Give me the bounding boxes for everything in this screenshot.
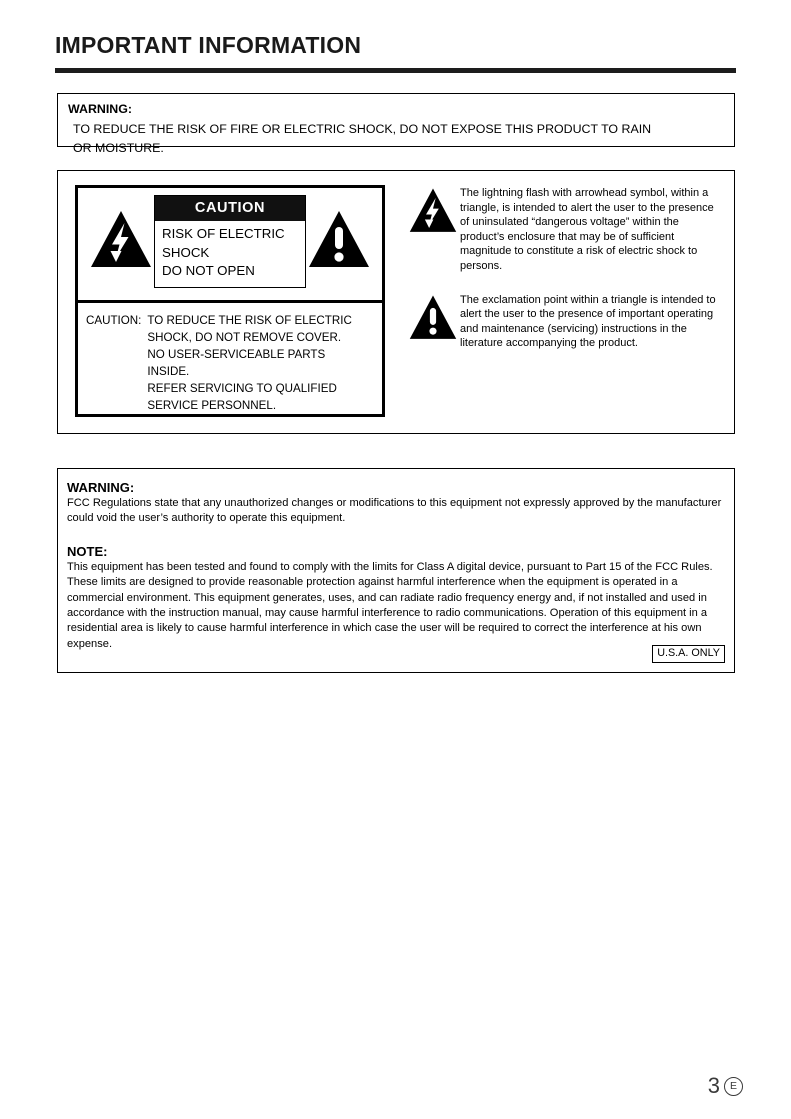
- caution-footer-line-6: SERVICE PERSONNEL.: [147, 399, 277, 412]
- fcc-compliance-box: [57, 468, 735, 673]
- title-rule: [55, 68, 736, 73]
- page-number: 3: [707, 1073, 720, 1098]
- caution-footer-line-2: SHOCK, DO NOT REMOVE COVER.: [147, 331, 342, 344]
- page-title: IMPORTANT INFORMATION: [55, 32, 362, 58]
- caution-footer-line-4: INSIDE.: [147, 365, 190, 378]
- caution-panel-top: [78, 188, 382, 303]
- caution-panel-bottom: [78, 303, 382, 414]
- warning-row: [68, 102, 726, 158]
- caution-footer-row: [86, 312, 374, 414]
- edition-mark-icon: E: [724, 1077, 743, 1096]
- caution-footer-text: [147, 312, 351, 414]
- caution-sign-body-line-1: RISK OF ELECTRIC: [162, 226, 285, 241]
- region-badge-wrap: [652, 643, 725, 663]
- caution-sign: [154, 195, 306, 288]
- fcc-warning-text: FCC Regulations state that any unauthorized changes or modifications to this equipment not expressly approved by the manufacturer could void the user’s authority to operate this equipment.: [67, 497, 722, 525]
- lightning-bolt-triangle-icon: [89, 209, 153, 271]
- warning-text: TO REDUCE THE RISK OF FIRE OR ELECTRIC SHOCK, DO NOT EXPOSE THIS PRODUCT TO RAIN OR MOISTURE.: [73, 122, 652, 155]
- caution-panel: [75, 185, 385, 417]
- symbol-explanations: [408, 185, 718, 369]
- warning-box: [57, 93, 735, 155]
- explanation-exclamation-text: The exclamation point within a triangle is intended to alert the user to the presence of important operating and maintenance (servicing) instructions in the literature accompanying the product.: [460, 293, 716, 350]
- explanation-lightning-text: The lightning flash with arrowhead symbol, within a triangle, is intended to alert the user to the presence of uninsulated “dangerous voltage” within the product’s enclosure that may be of sufficient magnitude to constitute a risk of electric shock to persons.: [460, 187, 714, 272]
- caution-footer-line-1: TO REDUCE THE RISK OF ELECTRIC: [147, 314, 352, 327]
- explanation-exclamation: [408, 292, 718, 351]
- safety-symbols-box: [57, 170, 735, 434]
- page-footer: [708, 1073, 743, 1099]
- exclamation-triangle-icon: [408, 292, 460, 342]
- fcc-note-text: This equipment has been tested and found to comply with the limits for Class A digital device, pursuant to Part 15 of the FCC Rules. These limits are designed to provide reasonable protection against harmful interference when the equipment is operated in a commercial environment. This equipment generates, uses, and can radiate radio frequency energy and, if not installed and used in accordance with the instruction manual, may cause harmful interference to radio communications. Operation of this equipment in a residential area is likely to cause harmful interference in which case the user will be required to correct the interference at his own expense.: [67, 560, 713, 650]
- caution-sign-body-line-2: SHOCK: [162, 244, 210, 260]
- caution-footer-line-3: NO USER-SERVICEABLE PARTS: [147, 348, 326, 361]
- exclamation-triangle-icon: [307, 209, 371, 271]
- warning-label: WARNING:: [68, 102, 133, 116]
- caution-footer-label: CAUTION:: [86, 314, 142, 327]
- caution-sign-body: [155, 221, 305, 287]
- status-badge: U.S.A. ONLY: [652, 645, 725, 663]
- fcc-warning-heading: WARNING:: [67, 480, 135, 495]
- caution-footer-line-5: REFER SERVICING TO QUALIFIED: [147, 382, 337, 395]
- caution-sign-body-line-3: DO NOT OPEN: [162, 263, 255, 278]
- explanation-lightning: [408, 185, 718, 274]
- lightning-bolt-triangle-icon: [408, 185, 460, 235]
- caution-sign-header: CAUTION: [155, 196, 305, 221]
- fcc-note-heading: NOTE:: [67, 543, 108, 559]
